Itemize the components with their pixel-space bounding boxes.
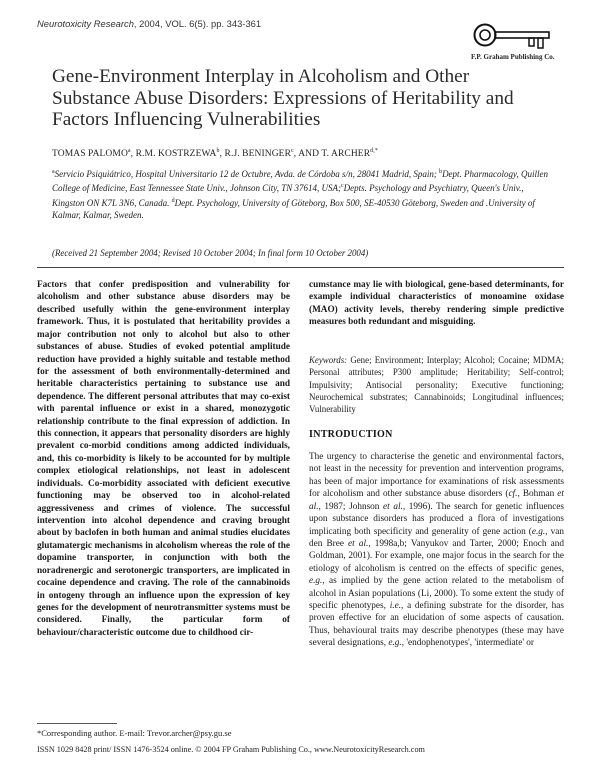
intro-italic: i.e. [389, 601, 402, 612]
intro-text: , Bohman [517, 489, 558, 500]
author-affil-marker: b [216, 148, 220, 154]
intro-text: , 1998a,b; Vanyukov and Tarter, 2000; Enoch and Goldman, 2001). For example, one major focus in the search for the etiology of alcoholism is centred on the effects of specific genes, [309, 538, 565, 574]
author-name: TOMAS PALOMO [52, 149, 128, 159]
footnote-divider [37, 723, 117, 724]
affil-marker: a [52, 169, 55, 175]
key-icon [472, 22, 552, 52]
affil-text: Depts. Psychology and Psychiatry, Queen's Univ., Kingston ON K7L 3N6, Canada. [52, 183, 524, 208]
article-title: Gene-Environment Interplay in Alcoholism and Other Substance Abuse Disorders: Expressions of Heritability and Factors Influencing Vulnerabilities [52, 66, 514, 130]
header-divider [37, 267, 564, 268]
abstract-column-left: Factors that confer predisposition and vulnerability for alcoholism and other substance abuse disorders may be described usefully within the gene-environment interplay framework. Thus, it is postulated that heritability provides a major contribution not only to alcohol but also to other substances of abuse. Studies of evoked potential amplitude reduction have provided a highly suitable and testable method for the assessment of both environmentally-determined and heritable characteristics pertaining to substance use and dependence. The different personal attributes that may co-exist with parental influence or exist in a shared, monozygotic relationship contribute to the final expression of addiction. In this connection, it appears that personality disorders are highly prevalent co-morbid conditions among addicted individuals, and, this co-morbidity is likely to be accounted for by multiple complex etiological relationships, not least in adolescent individuals. Co-morbidity associated with deficient executive functioning may be observed too in alcohol-related aggressiveness and crimes of violence. The successful intervention into alcohol dependence and craving brought about by baclofen in both human and animal studies elucidates glutamatergic mechanisms in alcoholism whereas the role of the dopamine transporter, in conjunction with both the noradrenergic and serotonergic transporters, are implicated in cocaine dependence and craving. The role of the cannabinoids in ontogeny through an influence upon the expression of key genes for the development of neurotransmitter systems must be considered. Finally, the particular form of behaviour/characteristic outcome due to childhood cir- [37, 280, 290, 638]
intro-text: , a defining substrate for the disorder, has proven effective for an elucidation of some aspects of causation. Thus, behavioural traits may describe phenotypes (these may have several designations, [309, 601, 564, 649]
intro-italic: et al. [348, 538, 369, 549]
intro-text: , 'endophenotypes', 'intermediate' or [401, 638, 535, 649]
intro-italic: e.g. [309, 576, 323, 587]
author-name: , R.M. KOSTRZEWA [130, 149, 217, 159]
intro-italic: e.g. [531, 526, 546, 537]
author-name: , R.J. BENINGER [219, 149, 292, 159]
author-list [52, 148, 378, 159]
intro-italic: e.g. [388, 638, 402, 649]
intro-text: , 1987; Johnson [318, 501, 384, 512]
intro-text: The urgency to characterise the genetic and environmental factors, not least in the necessity for prevention and intervention programs, has been of major importance for examinations of risk assessments for alcoholism and other substance abuse disorders ( [309, 452, 564, 500]
affil-marker: d [171, 197, 175, 204]
author-affil-marker: a [127, 148, 131, 154]
affil-text: Dept. Pharmacology, Quillen College of Medicine, East Tennessee State Univ., Johnson City, TN 37614, USA; [52, 169, 549, 194]
affiliations [52, 166, 557, 221]
intro-italic: et al. [309, 489, 564, 512]
affil-text: Dept. Psychology, University of Göteborg, Box 500, SE-40530 Göteborg, Sweden and .University of Kalmar, Kalmar, Sweden. [52, 197, 535, 220]
section-heading-introduction: INTRODUCTION [309, 429, 393, 440]
intro-text: , van den Bree [309, 526, 564, 549]
journal-name: Neurotoxicity Research [37, 18, 134, 29]
journal-citation [37, 18, 261, 29]
received-dates: (Received 21 September 2004; Revised 10 October 2004; In final form 10 October 2004) [52, 248, 369, 258]
intro-italic: et al. [383, 501, 403, 512]
abstract-column-right: cumstance may lie with biological, gene-based determinants, for example individual characteristics of monoamine oxidase (MAO) activity levels, thereby rendering simple predictive measures both redundant and misguiding. [309, 280, 564, 328]
keywords-label: Keywords: [309, 355, 348, 365]
issn-line: ISSN 1029 8428 print/ ISSN 1476-3524 online. © 2004 FP Graham Publishing Co., www.NeurotoxicityResearch.com [37, 745, 425, 754]
intro-italic: cf. [508, 489, 518, 500]
corresponding-author-note: *Corresponding author. E-mail: Trevor.archer@psy.gu.se [37, 728, 232, 738]
intro-text: , as implied by the gene action related to the metabolism of alcohol in Asian populations (Li, 2000). To some extent the study of specific phenotypes, [309, 576, 564, 612]
affil-marker: c [340, 183, 344, 190]
affil-text: Servicio Psiquiátrico, Hospital Universitario 12 de Octubre, Avda. de Córdoba s/n, 28041 Madrid, Spain; [54, 169, 440, 179]
introduction-paragraph [309, 451, 564, 650]
author-name: , AND T. ARCHER [293, 149, 371, 159]
keywords-block [309, 354, 564, 415]
affil-marker: b [439, 169, 443, 175]
journal-volume-info: , 2004, VOL. 6(5). pp. 343-361 [133, 18, 262, 29]
author-affil-marker: d,* [370, 148, 378, 154]
intro-text: , 1996). The search for genetic influences upon substance disorders has produced a flora of investigations implicating both specificity and generality of gene action ( [309, 501, 565, 537]
keywords-text: Gene; Environment; Interplay; Alcohol; Cocaine; MDMA; Personal attributes; P300 amplitude; Heritability; Self-control; Impulsivity; Antisocial personality; Executive functioning; Neurochemical substrates; Cannabinoids; Longitudinal influences; Vulnerability [309, 355, 564, 415]
author-affil-marker: c [291, 148, 294, 154]
publisher-name: F.P. Graham Publishing Co. [471, 53, 555, 61]
